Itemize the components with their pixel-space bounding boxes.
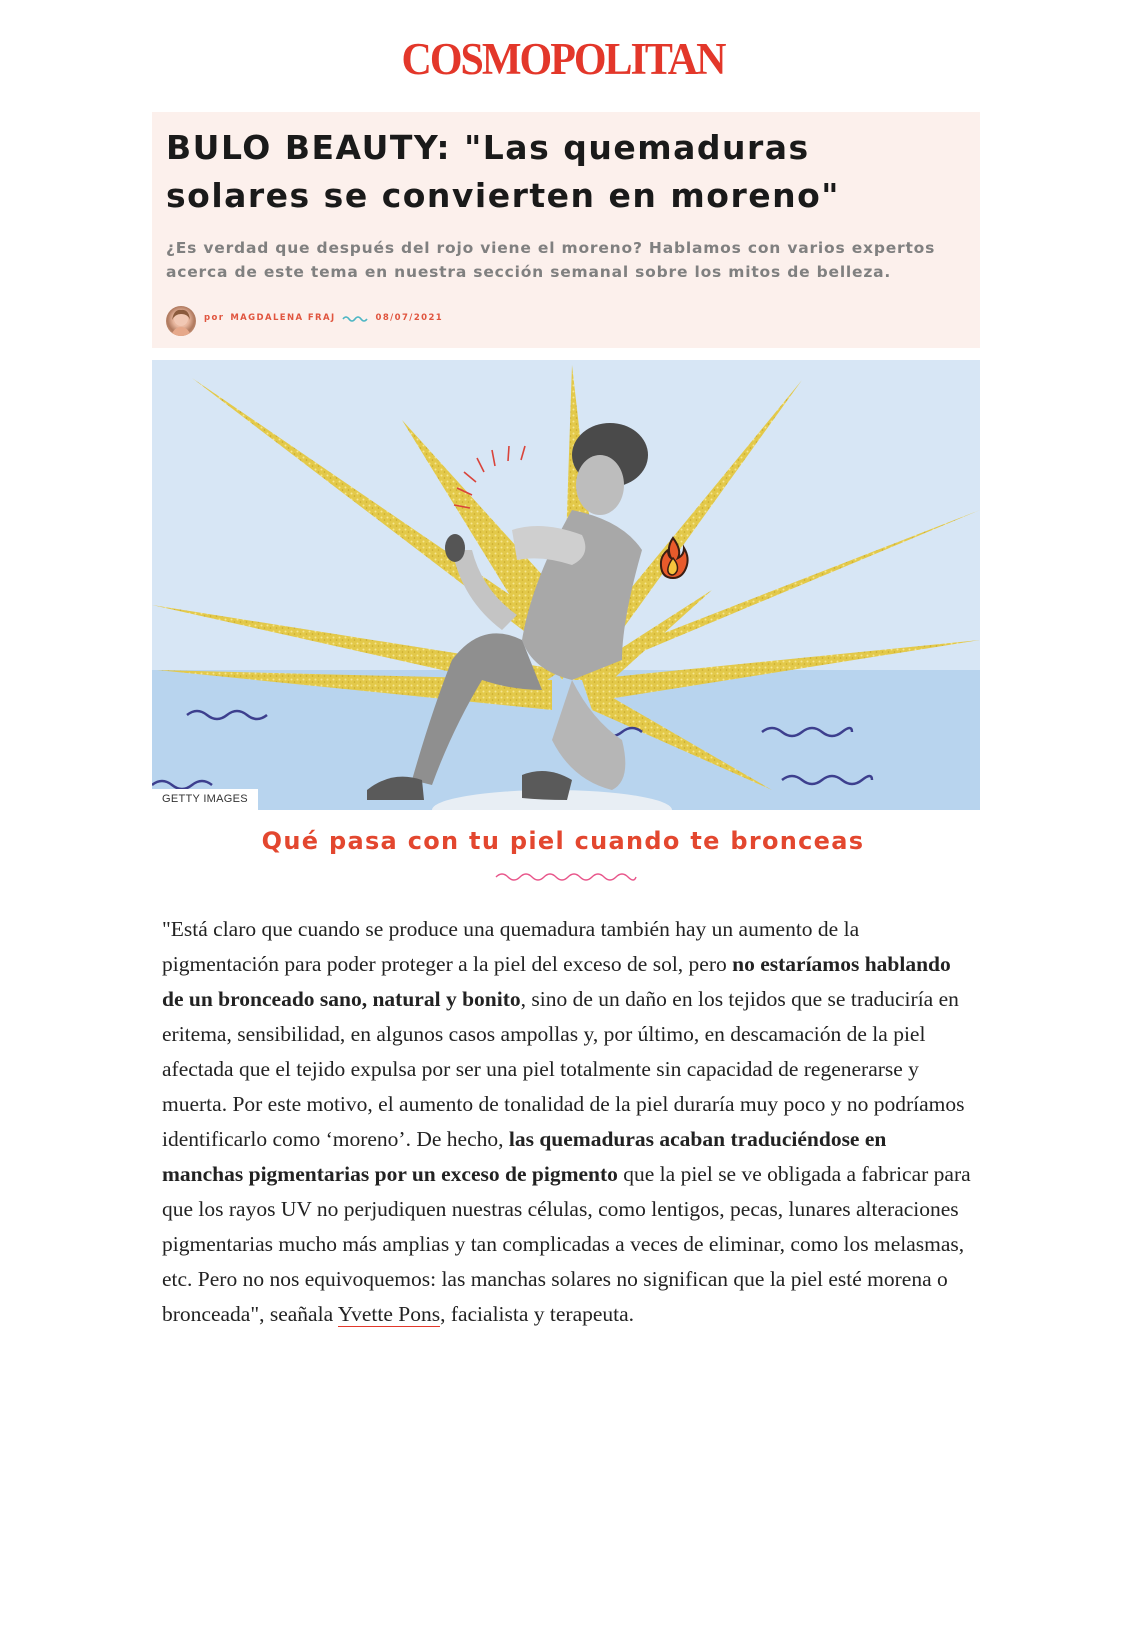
article-subhead: ¿Es verdad que después del rojo viene el moreno? Hablamos con varios expertos acerca de este tema en nuestra sección semanal sobre los mitos de belleza. — [166, 239, 936, 281]
byline — [204, 313, 443, 323]
cosmopolitan-logo[interactable]: COSMOPOLITAN — [401, 35, 725, 85]
body-text-4: , facialista y terapeuta. — [440, 1302, 635, 1326]
body-text-2: , sino de un daño en los tejidos que se traduciría en eritema, sensibilidad, en algunos casos ampollas y, por último, en descamación de la piel afectada que el tejido expulsa por ser una piel totalmente sin capacidad de regenerarse y muerta. Por este motivo, el aumento de tonalidad de la piel duraría muy poco y no podríamos identificarlo como ‘moreno’. De hecho, — [162, 987, 965, 1151]
author-avatar[interactable] — [166, 306, 196, 336]
article-body — [162, 912, 972, 1332]
wave-divider-icon — [342, 313, 370, 323]
article-headline: BULO BEAUTY: "Las quemaduras solares se convierten en moreno" — [166, 128, 840, 215]
body-bold-1: no estaríamos hablando de un bronceado sano, natural y bonito — [162, 952, 951, 1011]
author-name[interactable]: MAGDALENA FRAJ — [230, 313, 336, 323]
hero-image — [152, 360, 980, 810]
wave-divider-icon — [494, 871, 638, 883]
body-text-1: "Está claro que cuando se produce una quemadura también hay un aumento de la pigmentación para poder proteger a la piel del exceso de sol, pero — [162, 917, 860, 976]
body-text-3: que la piel se ve obligada a fabricar para que los rayos UV no perjudiquen nuestras células, como lentigos, pecas, lunares alteraciones pigmentarias mucho más amplias y tan complicadas a veces de eliminar, como los melasmas, etc. Pero no nos equivoquemos: las manchas solares no significan que la piel esté morena o bronceada", seañala — [162, 1162, 971, 1326]
image-credit: GETTY IMAGES — [152, 789, 258, 810]
body-bold-2: las quemaduras acaban traduciéndose en manchas pigmentarias por un exceso de pigmento — [162, 1127, 887, 1186]
byline-prefix: por — [204, 313, 225, 323]
yvette-pons-link[interactable]: Yvette Pons — [337, 1302, 441, 1326]
section-title: Qué pasa con tu piel cuando te bronceas — [261, 827, 865, 855]
publish-date: 08/07/2021 — [375, 313, 444, 323]
